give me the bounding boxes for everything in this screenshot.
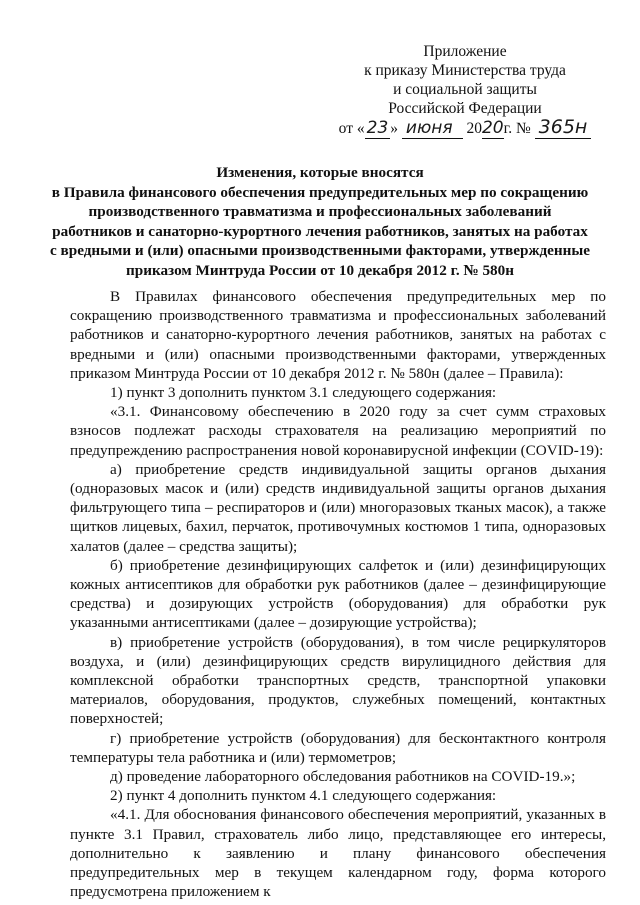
annex-ministry-line: и социальной защиты xyxy=(393,81,537,98)
title-line-3: производственного травматизма и профессиональных заболеваний xyxy=(88,203,552,220)
year-prefix: 20 xyxy=(466,120,482,137)
date-prefix: от « xyxy=(338,120,365,137)
document-title xyxy=(40,163,600,280)
title-line-6: приказом Минтруда России от 10 декабря 2012 г. № 580н xyxy=(126,261,514,279)
paragraph-subitem-v: в) приобретение устройств (оборудования), в том числе рециркуляторов воздуха, и (или) дезинфицирующих средств вирулицидного действия для комплексной обработки транспортных средств, транспортной упаковки материалов, оборудования, продуктов, служебных помещений, контактных поверхностей; xyxy=(70,633,606,728)
paragraph-subitem-b: б) приобретение дезинфицирующих салфеток и (или) дезинфицирующих кожных антисептиков для обработки рук работников (далее – дезинфицирующие средства) и дозирующих устройств (оборудования) для обработки рук указанными антисептиками (далее – дозирующие устройства); xyxy=(70,556,606,632)
handwritten-order-number: 365н xyxy=(535,116,592,139)
document-body xyxy=(70,287,606,902)
paragraph-subitem-g: г) приобретение устройств (оборудования) для бесконтактного контроля температуры тела работника и (или) термометров; xyxy=(70,729,606,766)
handwritten-day: 23 xyxy=(366,118,389,138)
title-line-1: Изменения, которые вносятся xyxy=(216,164,424,181)
paragraph-clause-4-1: «4.1. Для обоснования финансового обеспечения мероприятий, указанных в пункте 3.1 Правил, страхователь либо лицо, представляющее его интересы, дополнительно к заявлению и плану финансового обеспечения предупредительных мер в текущем календарном году, форма которого предусмотрена приложением к xyxy=(70,806,606,901)
annex-header xyxy=(330,42,600,138)
annex-order-ref: к приказу Министерства труда xyxy=(364,62,566,79)
paragraph-clause-3-1: «3.1. Финансовому обеспечению в 2020 году за счет сумм страховых взносов подлежат расходы страхователя на реализацию мероприятий по предупреждению распространения новой коронавирусной инфекции (COVID-19): xyxy=(70,403,606,459)
paragraph-item-1: 1) пункт 3 дополнить пунктом 3.1 следующего содержания: xyxy=(110,384,497,402)
handwritten-year: 20 xyxy=(481,118,504,138)
annex-country: Российской Федерации xyxy=(388,100,542,117)
paragraph-item-2: 2) пункт 4 дополнить пунктом 4.1 следующего содержания: xyxy=(110,787,497,805)
year-unit: г. № xyxy=(503,120,531,137)
handwritten-month: июня xyxy=(402,118,463,139)
annex-title: Приложение xyxy=(423,43,507,60)
annex-date-number xyxy=(330,118,600,138)
title-line-4: работников и санаторно-курортного лечения работников, занятых на работах xyxy=(52,222,588,240)
title-line-2: в Правила финансового обеспечения предупредительных мер по сокращению xyxy=(51,183,589,201)
paragraph-subitem-d: д) проведение лабораторного обследования работников на COVID-19.»; xyxy=(110,768,576,786)
title-line-5: с вредными и (или) опасными производственными факторами, утвержденные xyxy=(50,242,590,259)
date-quote-close: » xyxy=(390,120,399,137)
paragraph-intro: В Правилах финансового обеспечения предупредительных мер по сокращению производственного травматизма и профессиональных заболеваний работников и санаторно-курортного лечения работников, занятых на работах с вредными и (или) опасными производственными факторами, утвержденных приказом Минтруда России от 10 декабря 2012 г. № 580н (далее – Правила): xyxy=(70,288,606,382)
paragraph-subitem-a: а) приобретение средств индивидуальной защиты органов дыхания (одноразовых масок и (или) средств индивидуальной защиты органов дыхания фильтрующего типа – респираторов и (или) многоразовых тканых масок), а также щитков лицевых, бахил, перчаток, противочумных костюмов 1 типа, одноразовых халатов (далее – средства защиты); xyxy=(70,460,606,555)
